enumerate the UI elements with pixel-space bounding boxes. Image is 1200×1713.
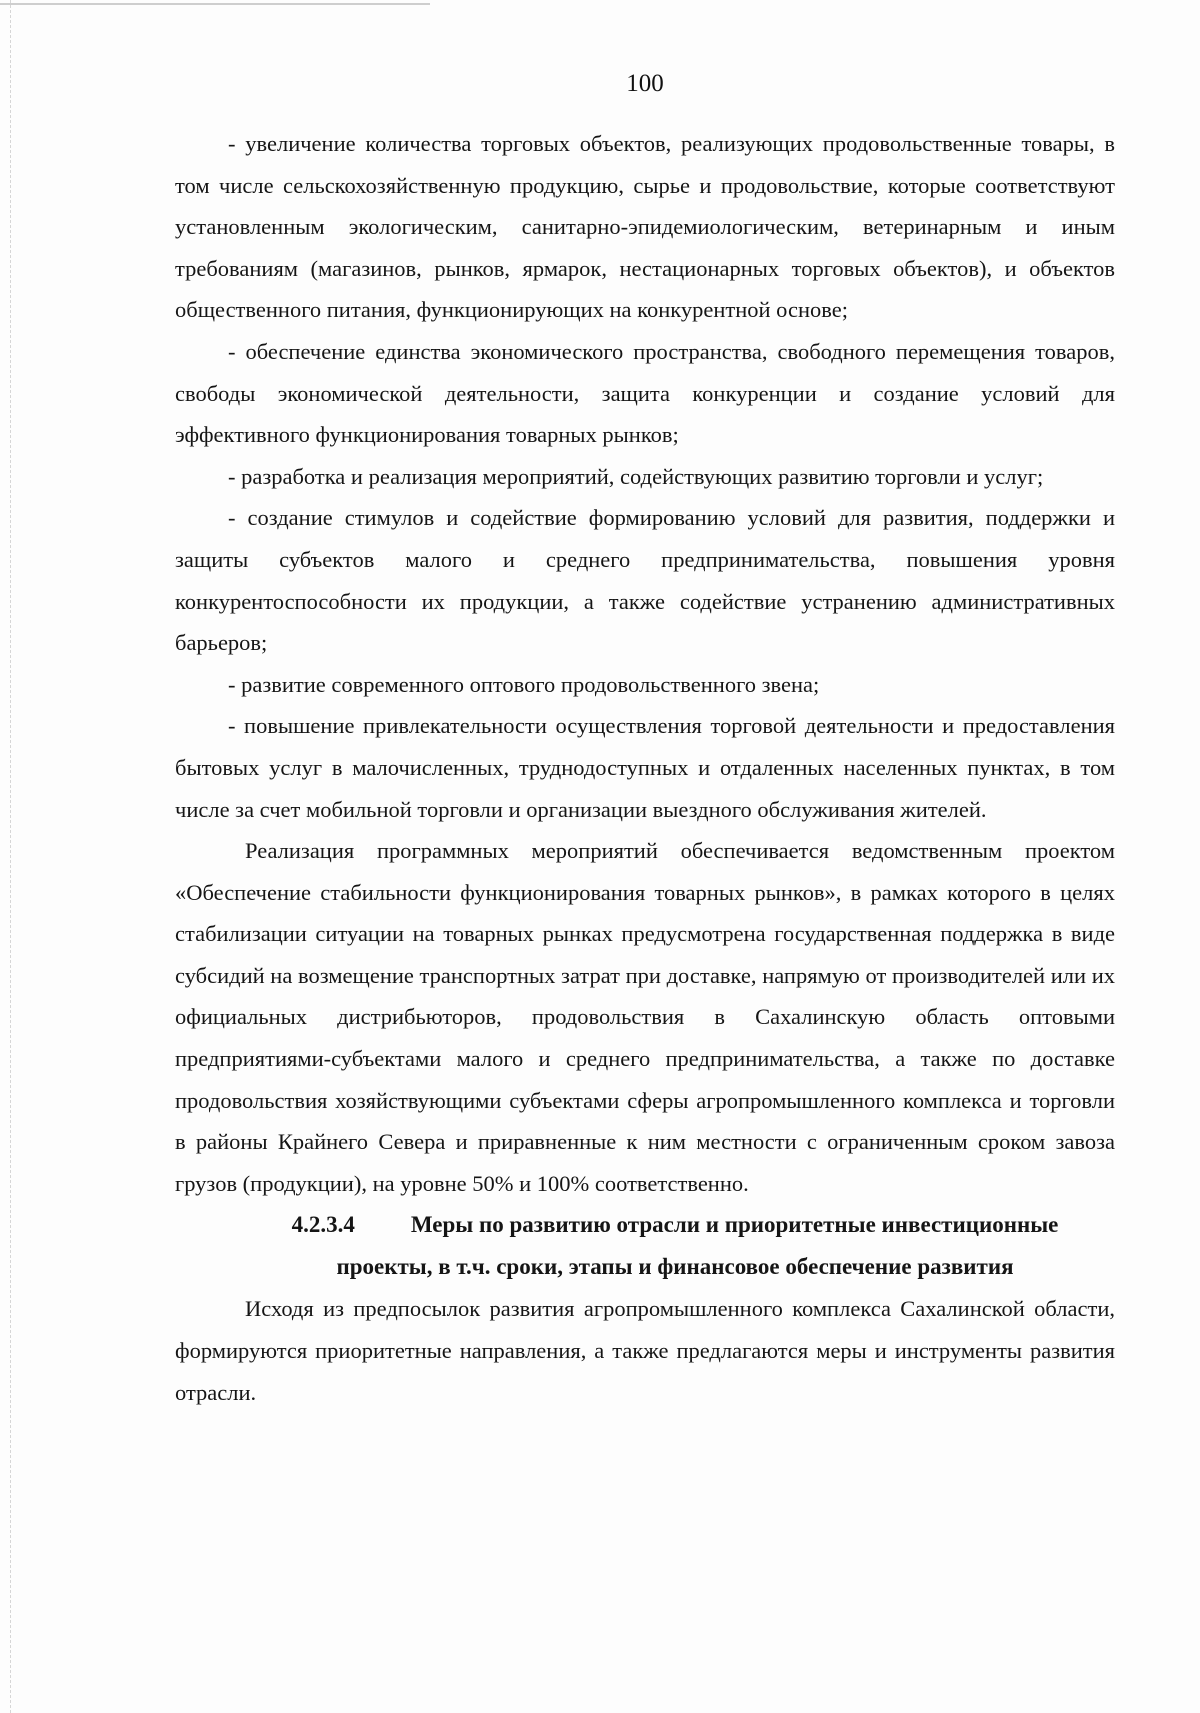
scan-edge — [0, 0, 11, 1713]
list-item: - обеспечение единства экономического пространства, свободного перемещения товаров, свободы экономической деятельности, защита конкуренции и создание условий для эффективного функционирования товарных рынков; — [175, 338, 1115, 448]
section-title-line-2: проекты, в т.ч. сроки, этапы и финансовое обеспечение развития — [336, 1254, 1014, 1280]
list-item: - повышение привлекательности осуществления торговой деятельности и предоставления бытовых услуг в малочисленных, труднодоступных и отдаленных населенных пунктах, в том числе за счет мобильной торговли и организации выездного обслуживания жителей. — [175, 713, 1115, 822]
section-number: 4.2.3.4 — [291, 1212, 355, 1238]
section-title-line-1: Меры по развитию отрасли и приоритетные инвестиционные — [410, 1212, 1059, 1238]
body-paragraph: Исходя из предпосылок развития агропромышленного комплекса Сахалинской области, формируются приоритетные направления, а также предлагаются меры и инструменты развития отрасли. — [175, 1296, 1115, 1405]
list-item: - создание стимулов и содействие формированию условий для развития, поддержки и защиты субъектов малого и среднего предпринимательства, повышения уровня конкурентоспособности их продукции, а также содействие устранению административных барьеров; — [175, 505, 1115, 656]
section-heading — [175, 1204, 1115, 1288]
scan-top-mark — [0, 0, 430, 5]
section-heading-line-1 — [235, 1204, 1115, 1246]
body-paragraph: Реализация программных мероприятий обеспечивается ведомственным проектом «Обеспечение стабильности функционирования товарных рынков», в рамках которого в целях стабилизации ситуации на товарных рынках предусмотрена государственная поддержка в виде субсидий на возмещение транспортных затрат при доставке, напрямую от производителей или их официальных дистрибьюторов, продовольствия в Сахалинскую область оптовыми предприятиями-субъектами малого и среднего предпринимательства, а также по доставке продовольствия хозяйствующими субъектами сферы агропромышленного комплекса и торговли в районы Крайнего Севера и приравненные к ним местности с ограниченным сроком завоза грузов (продукции), на уровне 50% и 100% соответственно. — [175, 838, 1115, 1196]
list-item: - увеличение количества торговых объектов, реализующих продовольственные товары, в том числе сельскохозяйственную продукцию, сырье и продовольствие, которые соответствуют установленным экологическим, санитарно-эпидемиологическим, ветеринарным и иным требованиям (магазинов, рынков, ярмарок, нестационарных торговых объектов), и объектов общественного питания, функционирующих на конкурентной основе; — [175, 131, 1115, 323]
document-body — [175, 123, 1115, 1413]
list-item: - развитие современного оптового продовольственного звена; — [228, 671, 820, 697]
page-number: 100 — [626, 70, 664, 97]
list-item: - разработка и реализация мероприятий, содействующих развитию торговли и услуг; — [228, 463, 1044, 489]
